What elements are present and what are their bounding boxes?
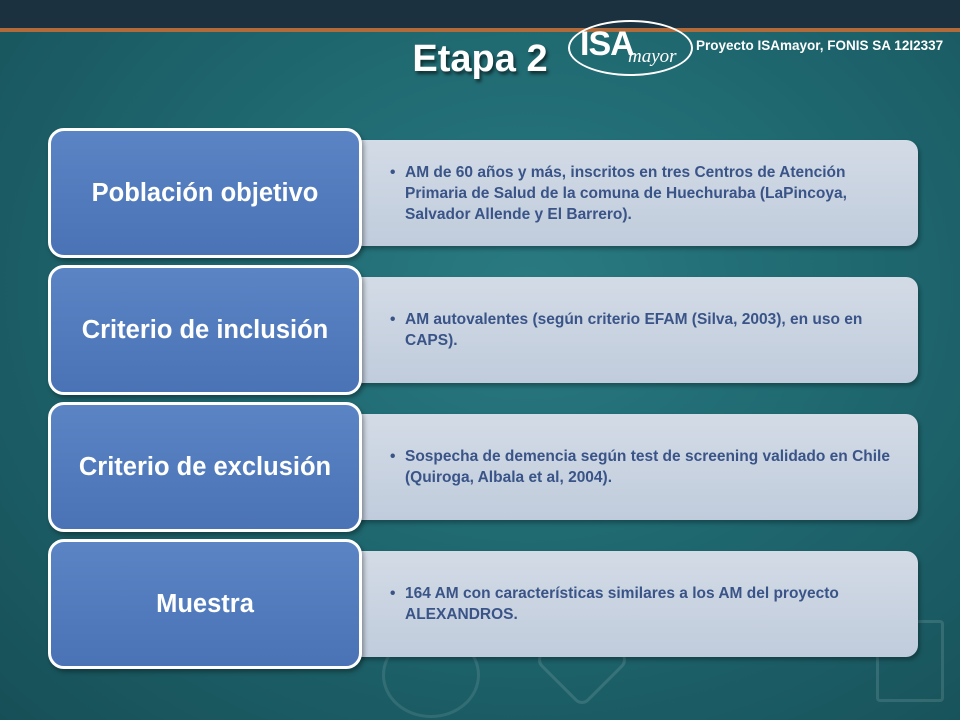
label-box [48, 539, 362, 669]
bullet-text: AM autovalentes (según criterio EFAM (Silva, 2003), en uso en CAPS). [405, 311, 863, 349]
isamayor-logo [568, 20, 693, 76]
row-criterio-inclusion [0, 265, 960, 397]
content-box [330, 277, 918, 383]
bullet-dot: • [390, 585, 396, 602]
content-box [330, 551, 918, 657]
row-label: Criterio de exclusión [78, 452, 332, 481]
bullet-item [390, 309, 890, 351]
bullet-item [390, 162, 890, 225]
row-label: Muestra [156, 589, 254, 618]
top-accent-line [0, 28, 960, 32]
label-box [48, 265, 362, 395]
bullet-item [390, 446, 890, 488]
bullet-dot: • [390, 448, 396, 465]
label-box [48, 402, 362, 532]
logo-main-text: ISA [580, 25, 634, 63]
top-band [0, 0, 960, 30]
content-box [330, 140, 918, 246]
bullet-text: Sospecha de demencia según test de screening validado en Chile (Quiroga, Albala et al, 2004). [405, 448, 890, 486]
bullet-dot: • [390, 163, 396, 181]
row-poblacion-objetivo [0, 128, 960, 260]
label-box [48, 128, 362, 258]
row-label: Criterio de inclusión [81, 315, 329, 344]
bullet-item [390, 583, 890, 625]
content-box [330, 414, 918, 520]
bullet-dot: • [390, 311, 396, 328]
row-muestra [0, 539, 960, 671]
row-label: Población objetivo [91, 178, 319, 207]
bullet-text: 164 AM con características similares a los AM del proyecto ALEXANDROS. [405, 585, 839, 623]
slide-title: Etapa 2 [412, 38, 548, 80]
logo-sub-text: mayor [628, 46, 677, 67]
bullet-text: AM de 60 años y más, inscritos en tres Centros de Atención Primaria de Salud de la comuna de Huechuraba (LaPincoya, Salvador Allende y El Barrero). [405, 163, 847, 223]
row-criterio-exclusion [0, 402, 960, 534]
project-name: Proyecto ISAmayor, FONIS SA 12I2337 [696, 38, 944, 53]
